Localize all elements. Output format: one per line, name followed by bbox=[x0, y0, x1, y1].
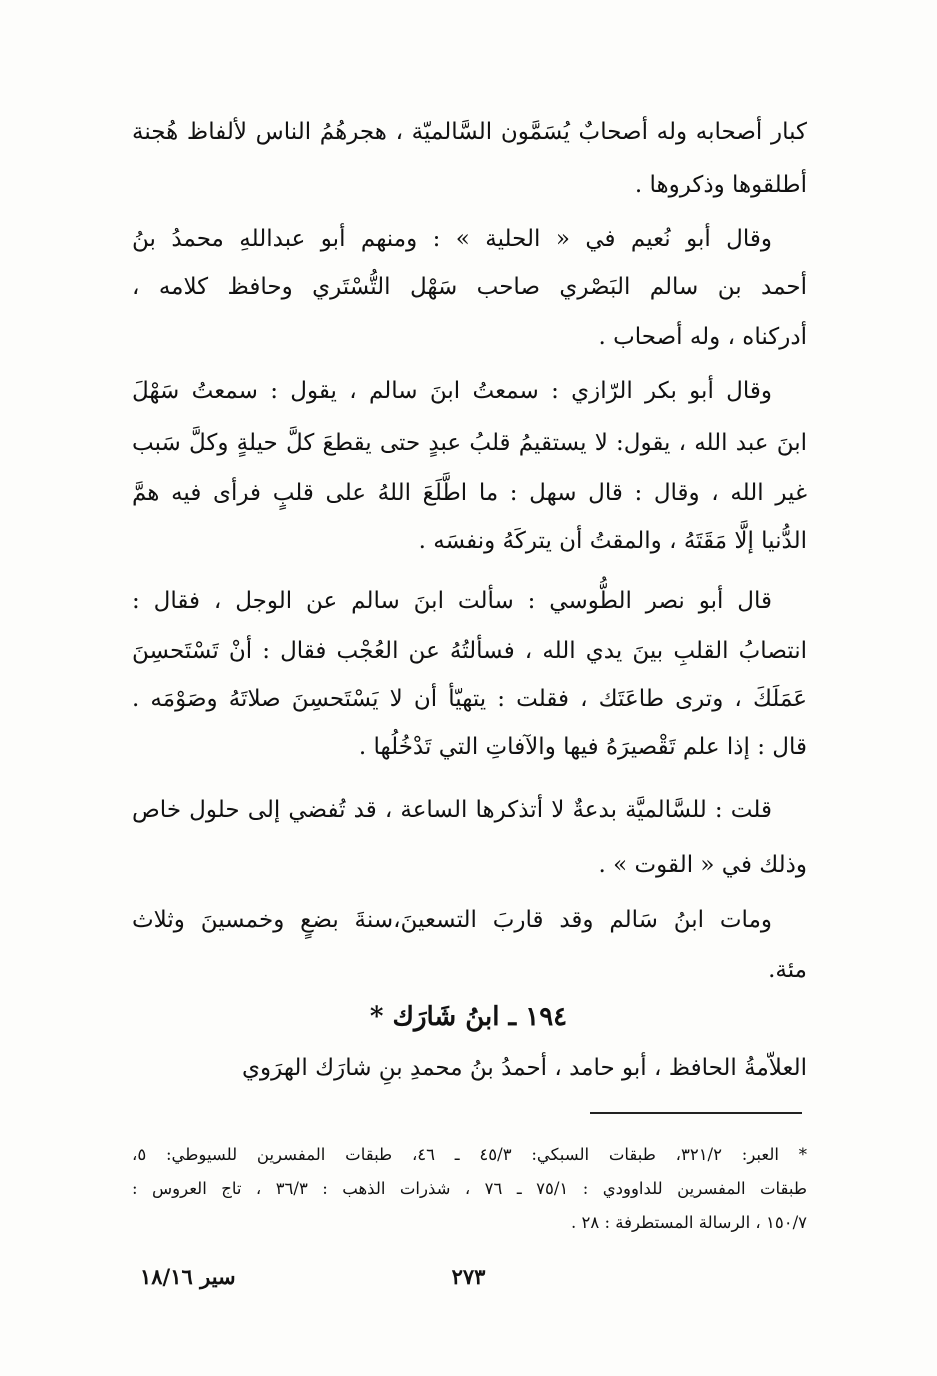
text-line: ومات ابنُ سَالم وقد قاربَ التسعينَ،سنةَ بضعٍ وخمسينَ وثلاث bbox=[132, 907, 772, 933]
section-heading: ١٩٤ ـ ابنُ شَارَك * bbox=[369, 1002, 568, 1032]
text-line: غير الله ، وقال : قال سهل : ما اطَّلَعَ اللهُ على قلبٍ فرأى فيه همَّ bbox=[132, 480, 807, 506]
entry-first-line: العلاّمةُ الحافظ ، أبو حامد ، أحمدُ بنُ محمدِ بنِ شارَك الهرَوي bbox=[242, 1055, 807, 1081]
text-line: أدركناه ، وله أصحاب . bbox=[598, 324, 807, 350]
text-line: قلت : للسَّالميَّة بدعةٌ لا أتذكرها الساعة ، قد تُفضي إلى حلول خاص bbox=[132, 797, 772, 823]
text-line: عَمَلَكَ ، وترى طاعَتَك ، فقلت : يتهيّأ أن لا يَسْتَحسِنَ صلاتَهُ وصَوْمَه . bbox=[132, 686, 807, 712]
text-line: ابنَ عبد الله ، يقول: لا يستقيمُ قلبُ عبدٍ حتى يقطعَ كلَّ حيلةٍ وكلَّ سَبب bbox=[132, 430, 807, 456]
text-line: أطلقوها وذكروها . bbox=[634, 172, 807, 198]
text-line: الدُّنيا إلَّا مَقَتَهُ ، والمقتُ أن يتركَهُ ونفسَه . bbox=[418, 528, 807, 554]
text-line: قال أبو نصر الطُّوسي : سألت ابنَ سالم عن الوجل ، فقال : bbox=[132, 588, 772, 614]
footnote-line: * العبر: ٣٢١/٢، طبقات السبكي: ٤٥/٣ ـ ٤٦، طبقات المفسرين للسيوطي: ٥، bbox=[132, 1145, 807, 1164]
text-line: وقال أبو بكر الرّازي : سمعتُ ابنَ سالم ، يقول : سمعتُ سَهْلَ bbox=[132, 378, 772, 404]
footnote-line: طبقات المفسرين للداوودي : ٧٥/١ ـ ٧٦ ، شذرات الذهب : ٣٦/٣ ، تاج العروس : bbox=[132, 1179, 808, 1198]
footnote-divider bbox=[590, 1112, 802, 1114]
volume-reference: سير ١٨/١٦ bbox=[140, 1264, 236, 1289]
text-line: انتصابُ القلبِ بينَ يدي الله ، فسألتُهُ عن العُجْب فقال : أنْ تَسْتَحسِنَ bbox=[132, 638, 807, 664]
text-line: قال : إذا علم تَقْصيرَهُ فيها والآفاتِ التي تَدْخُلُها . bbox=[358, 734, 807, 760]
text-line: كبار أصحابه وله أصحابٌ يُسَمَّون السَّالميّة ، هجرهُمُ الناس لألفاظ هُجنة bbox=[132, 119, 807, 145]
page-number: ٢٧٣ bbox=[451, 1264, 486, 1289]
text-line: وذلك في « القوت » . bbox=[598, 852, 807, 878]
text-line: أحمد بن سالم البَصْري صاحب سَهْل التُّسْتَري وحافظ كلامه ، bbox=[132, 274, 807, 300]
text-line: مئة. bbox=[768, 957, 807, 983]
footnote-line: ١٥٠/٧ ، الرسالة المستطرفة : ٢٨ . bbox=[570, 1213, 807, 1232]
text-line: وقال أبو نُعيم في « الحلية » : ومنهم أبو عبداللهِ محمدُ بنُ bbox=[132, 226, 772, 252]
